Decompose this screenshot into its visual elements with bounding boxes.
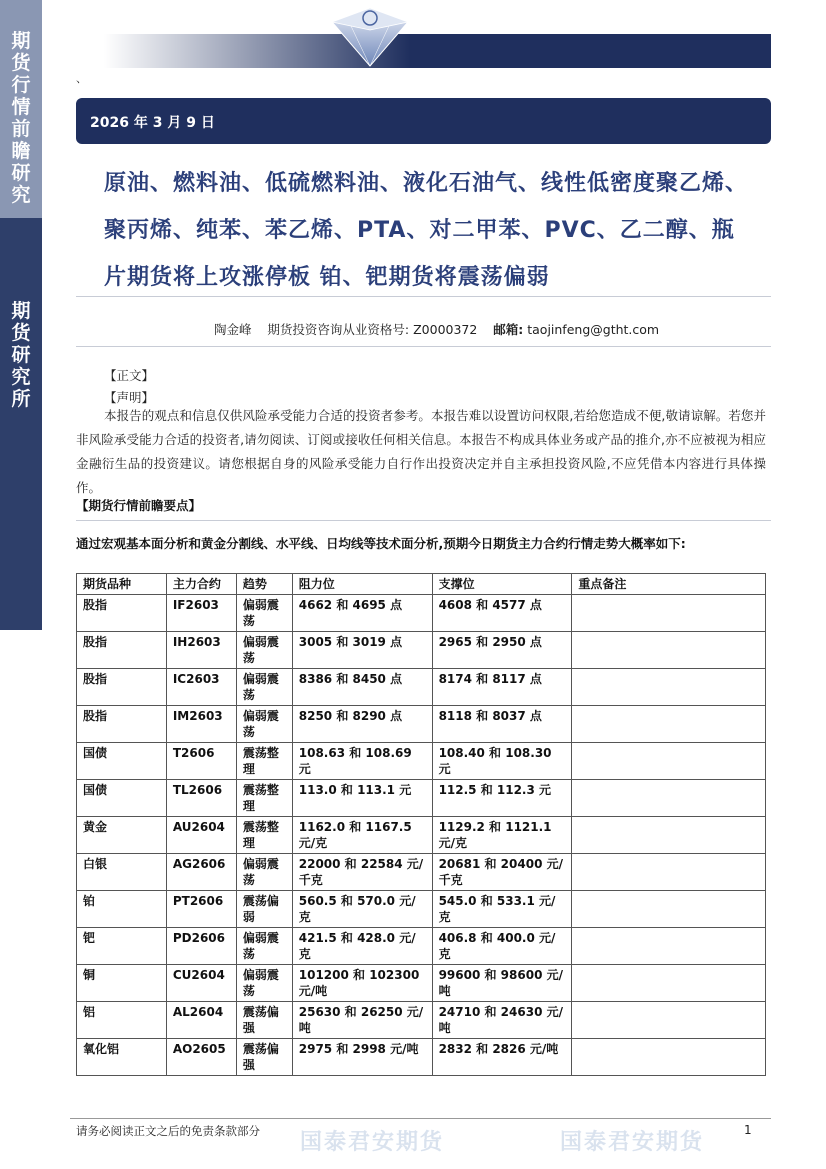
footer-divider [70,1118,771,1119]
disclaimer-paragraph: 本报告的观点和信息仅供风险承受能力合适的投资者参考。本报告难以设置访问权限,若给您造成不便,敬请谅解。若您并非风险承受能力合适的投资者,请勿阅读、订阅或接收任何相关信息。本报告不构成具体业务或产品的推介,亦不应被视为相应金融衍生品的投资建议。请您根据自身的风险承受能力自行作出投资决定并自主承担投资风险,不应凭借本内容进行具体操作。 [76,408,766,495]
table-cell: IF2603 [166,595,236,632]
table-cell: 震荡整理 [236,743,292,780]
table-cell: AO2605 [166,1039,236,1076]
sidebar-char: 前 [11,118,31,140]
table-header-cell: 趋势 [236,574,292,595]
table-cell: 8118 和 8037 点 [432,706,572,743]
table-row [77,817,766,854]
table-row [77,706,766,743]
table-cell: 25630 和 26250 元/吨 [292,1002,432,1039]
author-name: 陶金峰 [214,322,252,337]
table-cell: 20681 和 20400 元/千克 [432,854,572,891]
author-line [214,320,659,338]
table-row [77,891,766,928]
table-cell: 震荡偏强 [236,1039,292,1076]
table-cell: 股指 [77,632,167,669]
table-row [77,928,766,965]
table-cell [572,965,766,1002]
table-cell: 2832 和 2826 元/吨 [432,1039,572,1076]
table-cell [572,1039,766,1076]
table-cell: 1129.2 和 1121.1 元/克 [432,817,572,854]
table-cell: AU2604 [166,817,236,854]
table-cell: 1162.0 和 1167.5 元/克 [292,817,432,854]
table-cell: 白银 [77,854,167,891]
author-divider [76,346,771,347]
table-row [77,1002,766,1039]
table-cell [572,743,766,780]
table-cell: 108.63 和 108.69 元 [292,743,432,780]
table-cell: 铜 [77,965,167,1002]
table-header-cell: 重点备注 [572,574,766,595]
table-cell: 101200 和 102300 元/吨 [292,965,432,1002]
table-cell: 2965 和 2950 点 [432,632,572,669]
table-cell: 偏弱震荡 [236,595,292,632]
table-cell: AL2604 [166,1002,236,1039]
table-row [77,965,766,1002]
table-cell: 3005 和 3019 点 [292,632,432,669]
table-cell: PD2606 [166,928,236,965]
table-cell: 24710 和 24630 元/吨 [432,1002,572,1039]
sidebar-char: 期 [11,300,31,322]
table-cell: 震荡整理 [236,780,292,817]
table-cell [572,891,766,928]
table-cell: 钯 [77,928,167,965]
table-cell: 偏弱震荡 [236,632,292,669]
watermark: 国泰君安期货 [300,1130,445,1155]
table-cell: 4608 和 4577 点 [432,595,572,632]
table-cell: 震荡整理 [236,817,292,854]
table-row [77,1039,766,1076]
left-sidebar [0,0,42,1169]
table-cell: CU2604 [166,965,236,1002]
sidebar-char: 行 [11,74,31,96]
table-cell: 国债 [77,743,167,780]
author-email[interactable]: taojinfeng@gtht.com [527,322,660,337]
table-header-cell: 期货品种 [77,574,167,595]
footer-note: 请务必阅读正文之后的免责条款部分 [76,1124,260,1138]
sidebar-title-top [0,30,42,206]
table-cell: 国债 [77,780,167,817]
table-cell: 股指 [77,595,167,632]
sidebar-char: 研 [11,162,31,184]
table-cell: 偏弱震荡 [236,965,292,1002]
table-cell: IH2603 [166,632,236,669]
table-cell: 偏弱震荡 [236,854,292,891]
table-row [77,595,766,632]
report-date: 2026 年 3 月 9 日 [90,115,215,131]
sidebar-char: 究 [11,184,31,206]
sidebar-char: 究 [11,366,31,388]
table-header-cell: 阻力位 [292,574,432,595]
table-cell [572,1002,766,1039]
table-cell: 113.0 和 113.1 元 [292,780,432,817]
page-number: 1 [744,1123,752,1137]
table-row [77,854,766,891]
email-label: 邮箱: [493,322,524,337]
table-cell [572,669,766,706]
table-cell: TL2606 [166,780,236,817]
table-cell: 股指 [77,669,167,706]
table-cell: 108.40 和 108.30 元 [432,743,572,780]
section-title: 【期货行情前瞻要点】 [76,498,202,513]
table-intro: 通过宏观基本面分析和黄金分割线、水平线、日均线等技术面分析,预期今日期货主力合约行情走势大概率如下: [76,536,686,551]
table-header-row [77,574,766,595]
table-cell: 股指 [77,706,167,743]
diamond-logo-icon [318,4,422,68]
table-cell: IC2603 [166,669,236,706]
table-cell: 421.5 和 428.0 元/克 [292,928,432,965]
stray-mark: 、 [76,72,87,85]
table-cell: 偏弱震荡 [236,669,292,706]
table-cell: T2606 [166,743,236,780]
author-qualification: 期货投资咨询从业资格号: Z0000372 [267,322,478,337]
headline-divider [76,296,771,297]
table-row [77,743,766,780]
sidebar-char: 货 [11,52,31,74]
table-cell: 406.8 和 400.0 元/克 [432,928,572,965]
table-cell [572,595,766,632]
table-cell [572,780,766,817]
table-cell: PT2606 [166,891,236,928]
table-cell: AG2606 [166,854,236,891]
table-cell: 偏弱震荡 [236,928,292,965]
table-cell: 8250 和 8290 点 [292,706,432,743]
table-cell: 震荡偏弱 [236,891,292,928]
sidebar-title-bottom [0,300,42,410]
table-header-cell: 支撑位 [432,574,572,595]
sidebar-char: 瞻 [11,140,31,162]
sidebar-char: 货 [11,322,31,344]
sidebar-char: 情 [11,96,31,118]
table-cell: 黄金 [77,817,167,854]
table-cell: 2975 和 2998 元/吨 [292,1039,432,1076]
sidebar-char: 研 [11,344,31,366]
table-cell: 560.5 和 570.0 元/克 [292,891,432,928]
forecast-table [76,573,766,1076]
table-cell: 氧化铝 [77,1039,167,1076]
section-divider [76,520,771,521]
table-cell [572,928,766,965]
tag-body: 【正文】 [104,368,155,383]
table-cell [572,632,766,669]
table-cell: 震荡偏强 [236,1002,292,1039]
watermark: 国泰君安期货 [560,1130,705,1155]
table-cell [572,817,766,854]
table-cell: 22000 和 22584 元/千克 [292,854,432,891]
table-cell: 8174 和 8117 点 [432,669,572,706]
table-cell: 112.5 和 112.3 元 [432,780,572,817]
table-row [77,669,766,706]
date-bar [76,98,771,144]
table-cell: 99600 和 98600 元/吨 [432,965,572,1002]
table-cell: 铂 [77,891,167,928]
sidebar-char: 期 [11,30,31,52]
table-cell: 8386 和 8450 点 [292,669,432,706]
table-row [77,780,766,817]
table-cell [572,706,766,743]
table-cell: 铝 [77,1002,167,1039]
tag-statement: 【声明】 [104,390,155,405]
table-header-cell: 主力合约 [166,574,236,595]
table-cell: 545.0 和 533.1 元/克 [432,891,572,928]
report-headline: 原油、燃料油、低硫燃料油、液化石油气、线性低密度聚乙烯、聚丙烯、纯苯、苯乙烯、PTA、对二甲苯、PVC、乙二醇、瓶片期货将上攻涨停板 铂、钯期货将震荡偏弱 [104,171,749,290]
table-cell: 4662 和 4695 点 [292,595,432,632]
table-cell: IM2603 [166,706,236,743]
sidebar-char: 所 [11,388,31,410]
table-cell [572,854,766,891]
table-cell: 偏弱震荡 [236,706,292,743]
sidebar-bottom-band [0,218,42,630]
table-body [77,595,766,1076]
table-row [77,632,766,669]
